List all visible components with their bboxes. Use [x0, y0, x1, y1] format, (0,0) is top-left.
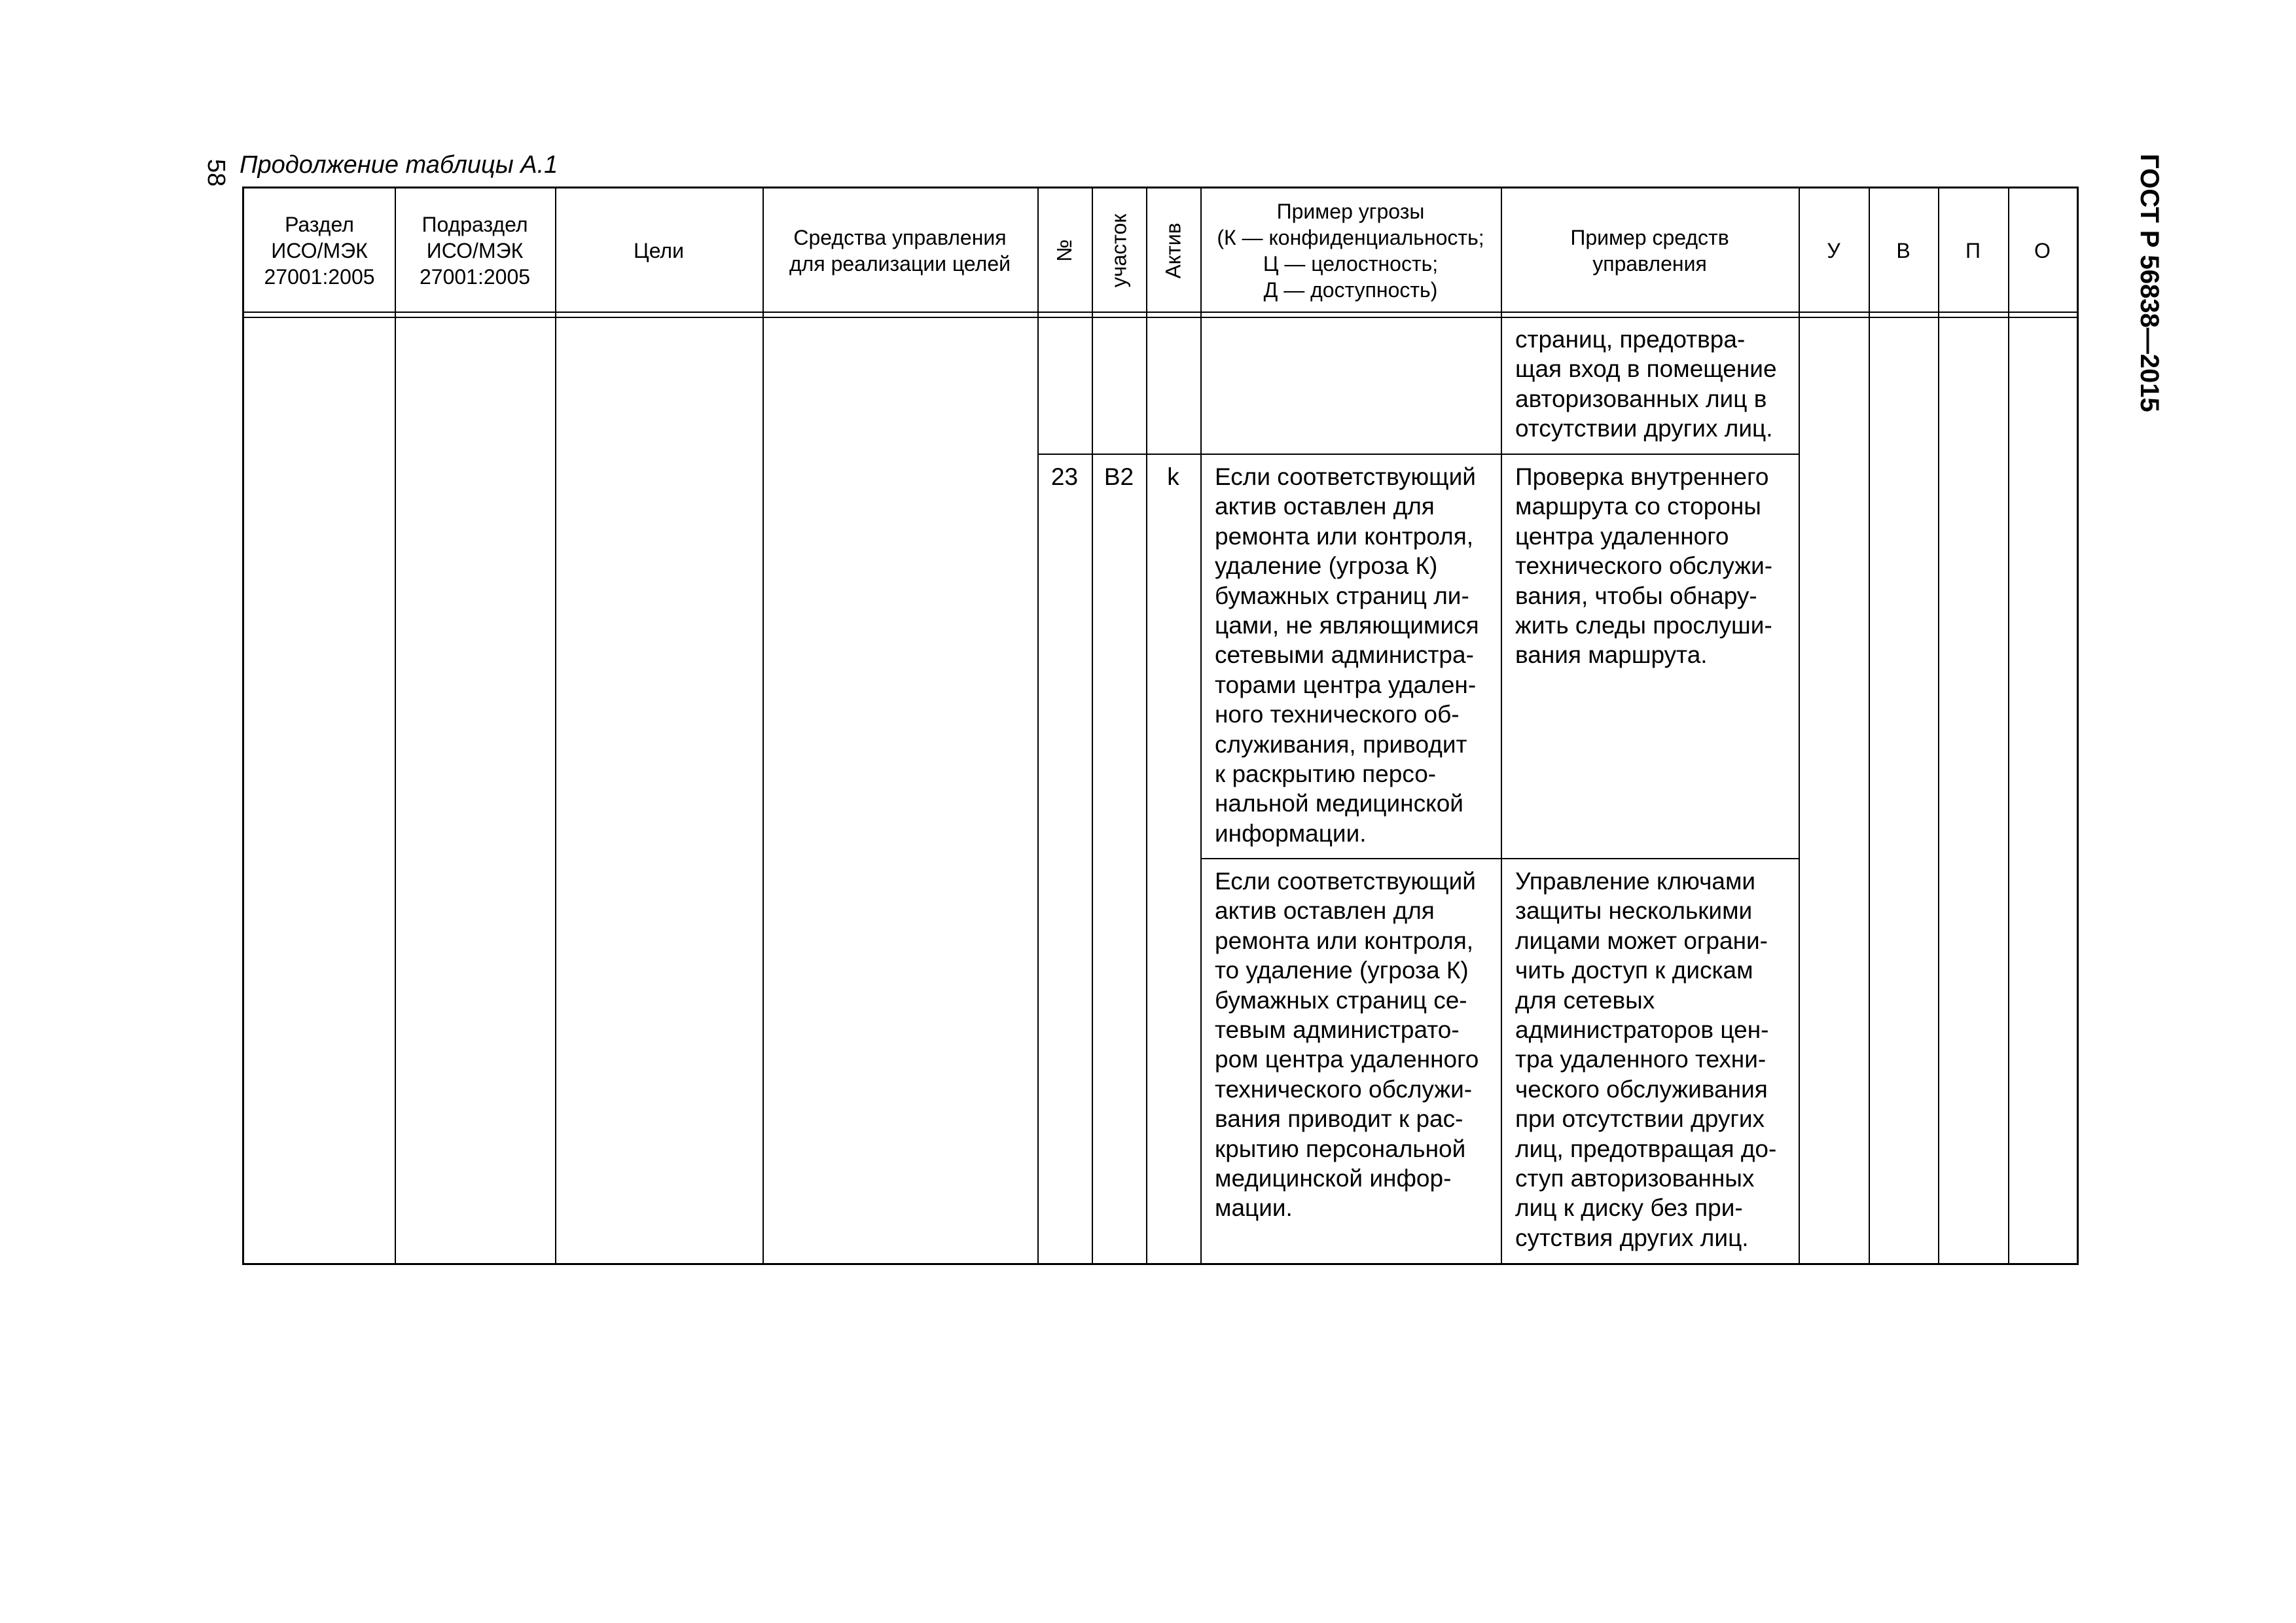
table-row-measures: страниц, предотвра- щая вход в помещение авторизованных лиц в отсутствии других лиц.	[1515, 326, 1777, 442]
header-u: У	[1827, 239, 1840, 262]
header-v: В	[1896, 239, 1910, 262]
row-area: В2	[1103, 463, 1134, 490]
column-divider	[2008, 188, 2009, 1263]
table-caption: Продолжение таблицы А.1	[240, 151, 558, 179]
column-divider	[1037, 188, 1039, 1263]
header-p: П	[1965, 239, 1981, 262]
row-number: 23	[1050, 463, 1079, 490]
header-goals: Цели	[634, 239, 684, 262]
standard-label: ГОСТ Р 56838—2015	[2135, 154, 2164, 412]
header-subsection: Подраздел ИСО/МЭК 27001:2005	[419, 213, 531, 289]
column-divider	[1146, 188, 1147, 1263]
table-row-threat: Если соответствующий актив оставлен для ремонта или контроля, удаление (угроза К) бумажных страниц ли- цами, не являющимися сетевыми администра- торами центра удален- ного технического об- служивания, приводит к раскрытию персо- нальной медицинской информации.	[1215, 463, 1479, 847]
column-divider	[1869, 188, 1870, 1263]
column-divider	[1799, 188, 1800, 1263]
column-divider	[762, 188, 764, 1263]
header-measures: Пример средств управления	[1570, 226, 1729, 276]
column-divider	[1092, 188, 1093, 1263]
header-threat: Пример угрозы (К — конфиденциальность; Ц — целостность; Д — доступность)	[1217, 200, 1484, 302]
header-o: О	[2034, 239, 2051, 262]
header-number: №	[1052, 239, 1077, 262]
header-controls: Средства управления для реализации целей	[789, 226, 1011, 276]
data-table	[242, 187, 2079, 1265]
header-section: Раздел ИСО/МЭК 27001:2005	[264, 213, 375, 289]
header-rule	[244, 317, 2077, 318]
header-asset: Актив	[1161, 223, 1185, 279]
table-row-threat: Если соответствующий актив оставлен для ремонта или контроля, то удаление (угроза К) бумажных страниц се- тевым администрато- ром центра удаленного технического обслужи- вания приводит к рас- крытию персональной медицинской инфор- мации.	[1215, 868, 1479, 1222]
page-number: 58	[202, 158, 230, 187]
column-divider	[395, 188, 396, 1263]
row-asset: k	[1167, 463, 1179, 490]
table-row-measures: Управление ключами защиты несколькими лицами может ограни- чить доступ к дискам для сетевых администраторов цен- тра удаленного техни- ческого обслуживания при отсутствии других лиц, предотвращая до- ступ авторизованных лиц к диску без при- сутствия других лиц.	[1515, 868, 1777, 1251]
column-divider	[555, 188, 556, 1263]
table-row-measures: Проверка внутреннего маршрута со стороны центра удаленного технического обслужи- вания, чтобы обнару- жить следы прослуши- вания маршрута.	[1515, 463, 1773, 669]
column-divider	[1938, 188, 1939, 1263]
header-area: участок	[1107, 213, 1131, 288]
